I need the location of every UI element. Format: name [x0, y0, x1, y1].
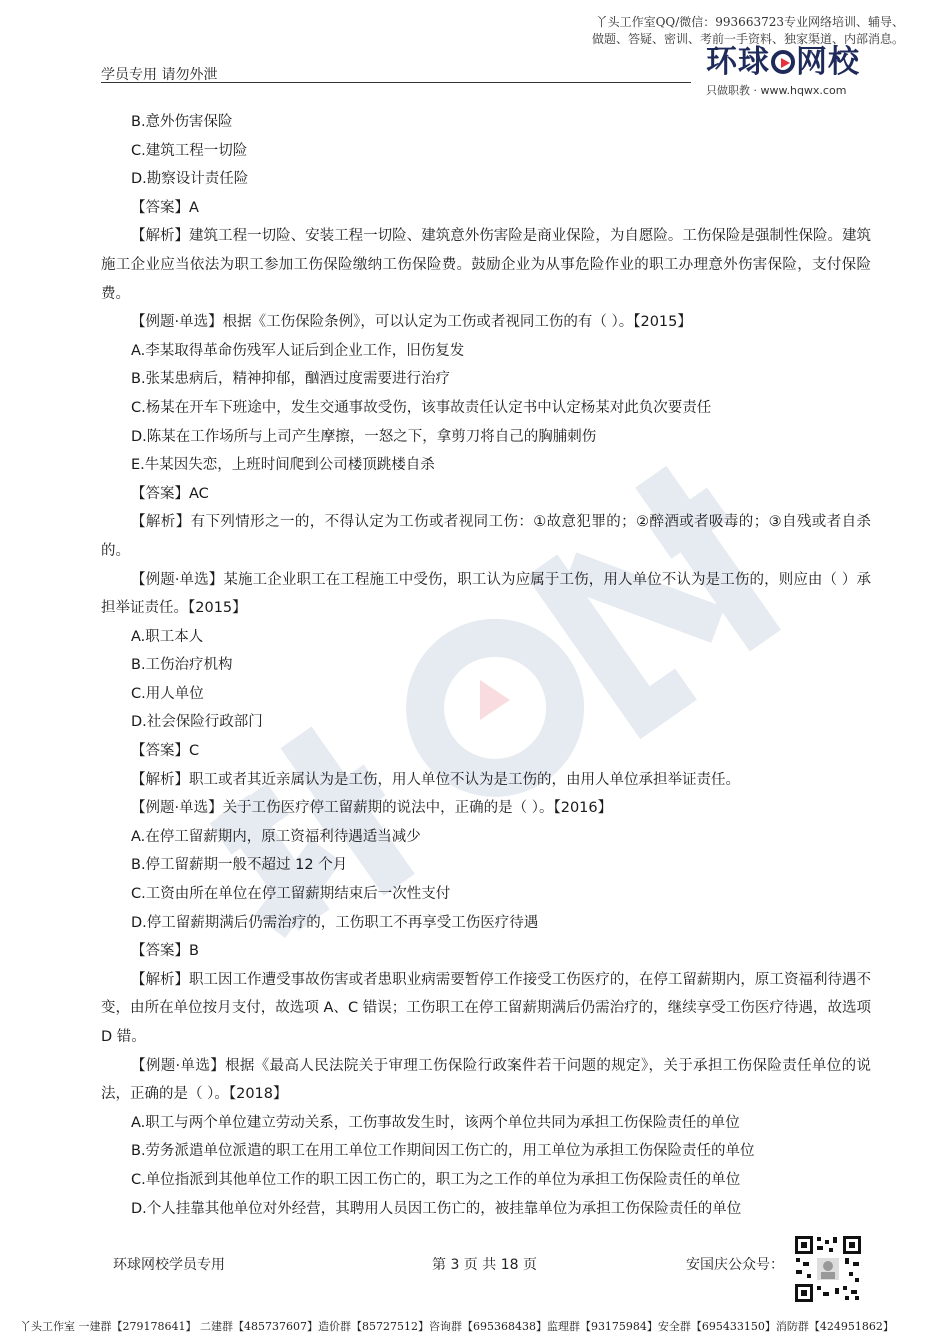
qr-code-icon	[793, 1234, 863, 1304]
footer-left: 环球网校学员专用	[113, 1257, 225, 1273]
option-line: 【答案】B	[131, 943, 199, 960]
page-number: 第 3 页 共 18 页	[432, 1257, 537, 1273]
option-line: D.社会保险行政部门	[131, 714, 263, 731]
option-line: A.职工本人	[131, 628, 204, 645]
paragraph: 【解析】有下列情形之一的，不得认定为工伤或者视同工伤：①故意犯罪的；②醉酒或者吸毒的；③自残或者自杀的。	[101, 514, 871, 559]
header-label: 学员专用 请勿外泄	[101, 67, 218, 83]
option-line: D.陈某在工作场所与上司产生摩擦，一怒之下，拿剪刀将自己的胸脯刺伤	[131, 428, 597, 445]
top-notice-line2: 做题、答疑、密训、考前一手资料、独家渠道、内部消息。	[591, 32, 904, 46]
logo-play-icon	[771, 50, 795, 74]
option-line: A.李某取得革命伤残军人证后到企业工作，旧伤复发	[131, 342, 465, 359]
option-line: D.停工留薪期满后仍需治疗的，工伤职工不再享受工伤医疗待遇	[131, 914, 539, 931]
paragraph: 【例题·单选】某施工企业职工在工程施工中受伤，职工认为应属于工伤，用人单位不认为是工伤的，则应由（ ）承担举证责任。【2015】	[101, 571, 871, 617]
option-line: D.勘察设计责任险	[131, 171, 249, 188]
option-line: B.停工留薪期一般不超过 12 个月	[131, 857, 348, 874]
document-body	[101, 108, 871, 1223]
option-line: A.职工与两个单位建立劳动关系，工伤事故发生时，该两个单位共同为承担工伤保险责任的单位	[131, 1114, 740, 1131]
bottom-group-bar: 丫头工作室 一建群【279178641】 二建群【485737607】造价群【85727512】咨询群【695368438】监理群【93175984】安全群【695433150】消防群【424951862】	[20, 1320, 894, 1333]
header-divider	[101, 82, 691, 83]
logo-text-part2: 网校	[796, 44, 860, 80]
footer-right: 安国庆公众号：	[686, 1257, 784, 1273]
option-line: B.意外伤害保险	[131, 114, 233, 130]
option-line: C.工资由所在单位在停工留薪期结束后一次性支付	[131, 886, 451, 903]
option-line: B.工伤治疗机构	[131, 657, 233, 674]
top-notice-line1: 丫头工作室QQ/微信：993663723专业网络培训、辅导、	[595, 15, 904, 29]
paragraph: 【解析】建筑工程一切险、安装工程一切险、建筑意外伤害险是商业保险，为自愿险。工伤保险是强制性保险。建筑施工企业应当依法为职工参加工伤保险缴纳工伤保险费。鼓励企业为从事危险作业的职工办理意外伤害保险，支付保险费。	[101, 228, 871, 302]
option-line: C.用人单位	[131, 685, 204, 702]
option-line: B.劳务派遣单位派遣的职工在用工单位工作期间因工伤亡的，用工单位为承担工伤保险责任的单位	[131, 1143, 755, 1160]
logo-text-part1: 环球	[706, 44, 770, 80]
option-line: B.张某患病后，精神抑郁，酗酒过度需要进行治疗	[131, 371, 451, 388]
option-line: C.杨某在开车下班途中，发生交通事故受伤，该事故责任认定书中认定杨某对此负次要责任	[131, 399, 712, 416]
paragraph: 【解析】职工或者其近亲属认为是工伤，用人单位不认为是工伤的，由用人单位承担举证责任。	[131, 771, 740, 788]
paragraph: 【例题·单选】根据《最高人民法院关于审理工伤保险行政案件若干问题的规定》，关于承担工伤保险责任单位的说法，正确的是（ ）。【2018】	[101, 1057, 871, 1103]
option-line: 【答案】C	[131, 743, 200, 760]
option-line: E.牛某因失恋，上班时间爬到公司楼顶跳楼自杀	[131, 457, 435, 474]
brand-logo	[706, 42, 876, 100]
option-line: D.个人挂靠其他单位对外经营，其聘用人员因工伤亡的，被挂靠单位为承担工伤保险责任的单位	[131, 1200, 742, 1217]
paragraph: 【例题·单选】关于工伤医疗停工留薪期的说法中，正确的是（ ）。【2016】	[131, 800, 613, 817]
logo-tagline: 只做职教 · www.hqwx.com	[706, 84, 847, 97]
option-line: C.建筑工程一切险	[131, 142, 248, 159]
option-line: A.在停工留薪期内，原工资福利待遇适当减少	[131, 828, 421, 845]
paragraph: 【例题·单选】根据《工伤保险条例》，可以认定为工伤或者视同工伤的有（ ）。【2015】	[131, 314, 692, 331]
option-line: C.单位指派到其他单位工作的职工因工伤亡的，职工为之工作的单位为承担工伤保险责任的单位	[131, 1171, 741, 1188]
paragraph: 【解析】职工因工作遭受事故伤害或者患职业病需要暂停工作接受工伤医疗的，在停工留薪期内，原工资福利待遇不变，由所在单位按月支付，故选项 A、C 错误；工伤职工在停工留薪期满后仍需治疗的，继续享受工伤医疗待遇，故选项 D 错。	[101, 971, 871, 1045]
option-line: 【答案】A	[131, 199, 199, 216]
option-line: 【答案】AC	[131, 485, 209, 502]
